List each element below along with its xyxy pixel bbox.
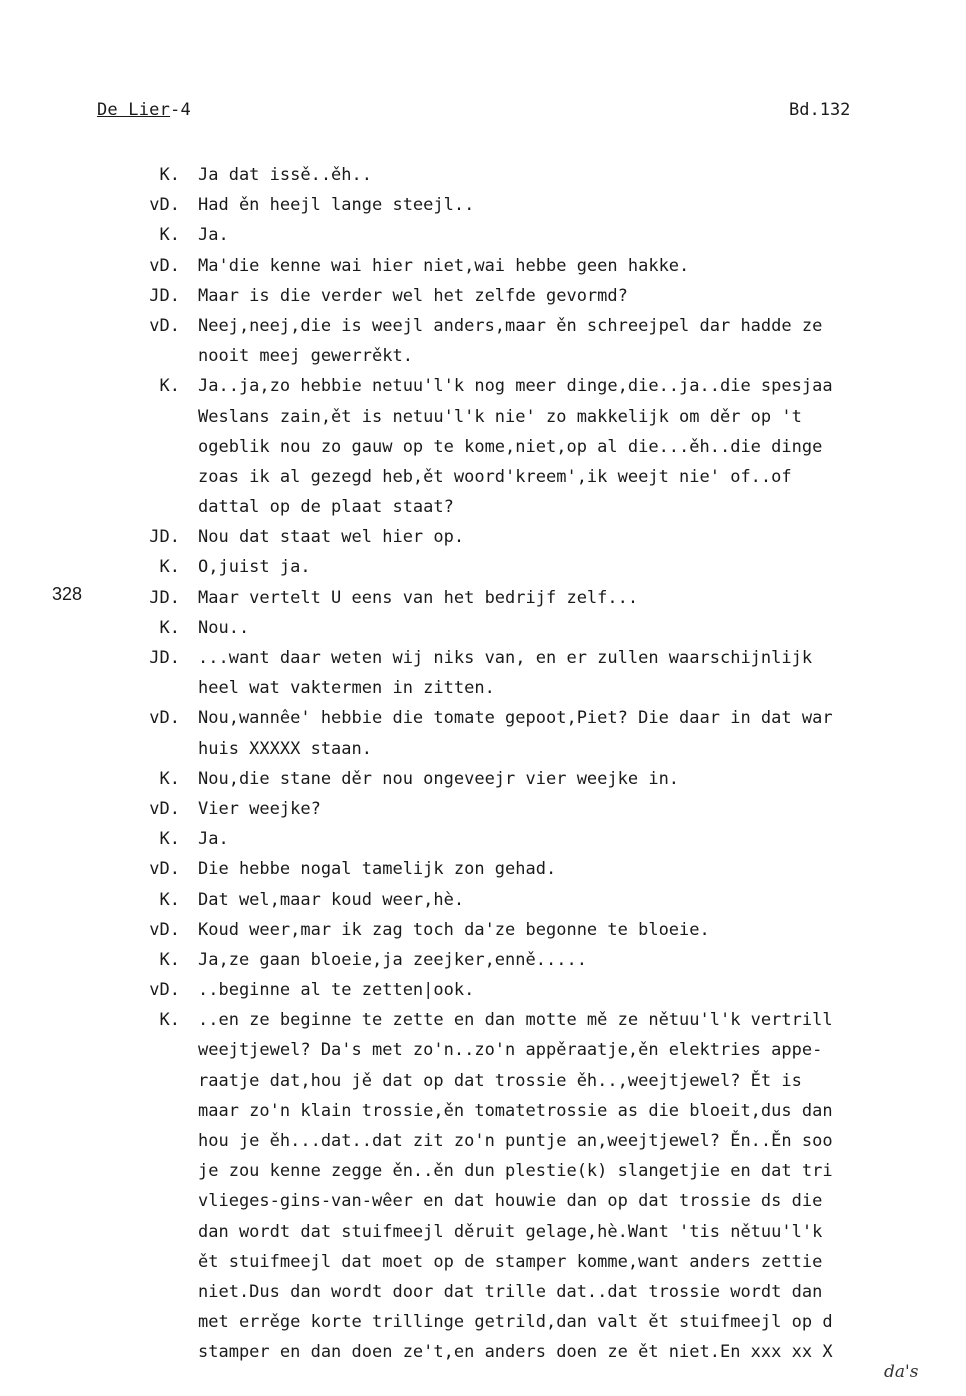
transcript-line [0,734,966,764]
speaker-label: K. [159,1010,180,1031]
transcript-line [0,1005,966,1035]
transcript-line [0,492,966,522]
transcript-line [0,371,966,401]
line-text: dan wordt dat stuifmeejl děruit gelage,hè.Want 'tis nětuu'l'k [198,1221,823,1242]
transcript-line [0,673,966,703]
margin-number: 328 [52,584,83,604]
speaker-label: K. [159,949,180,970]
line-text: met errěge korte trillinge getrild,dan valt ět stuifmeejl op d [198,1312,833,1333]
transcript-line [0,1307,966,1337]
line-text: Maar is die verder wel het zelfde gevormd? [198,285,628,306]
line-text: Maar vertelt U eens van het bedrijf zelf... [198,587,639,608]
header-title-suffix: -4 [170,100,191,120]
line-text: zoas ik al gezegd heb,ět woord'kreem',ik weejt nie' of..of [198,466,792,487]
speaker-label: K. [159,225,180,246]
transcript-line [0,703,966,733]
transcript-line [0,341,966,371]
line-text: je zou kenne zegge ěn..ěn dun plestie(k) slangetjie en dat tri [198,1161,833,1182]
line-text: raatje dat,hou jě dat op dat trossie ěh..,weejtjewel? Ět is [198,1070,802,1091]
speaker-label: K. [159,889,180,910]
transcript-body [0,160,966,1368]
transcript-line [0,885,966,915]
transcript-line [0,643,966,673]
line-text: ..en ze beginne te zette en dan motte mě ze nětuu'l'k vertrill [198,1010,833,1031]
speaker-label: K. [159,376,180,397]
line-text: ...want daar weten wij niks van, en er zullen waarschijnlijk [198,648,813,668]
transcript-line [0,915,966,945]
line-text: Die hebbe nogal tamelijk zon gehad. [198,859,557,880]
line-text: Neej,neej,die is weejl anders,maar ěn schreejpel dar hadde ze [198,315,823,336]
line-text: Ja..ja,zo hebbie netuu'l'k nog meer dinge,die..ja..die spesjaa [198,376,833,397]
transcript-line [0,854,966,884]
line-text: Had ěn heejl lange steejl.. [198,195,475,216]
line-text: Vier weejke? [198,798,321,819]
transcript-line [0,402,966,432]
transcript-line [0,190,966,220]
line-text: Koud weer,mar ik zag toch da'ze begonne te bloeie. [198,919,710,940]
speaker-label: vD. [149,798,180,819]
speaker-label: K. [159,768,180,789]
speaker-label: K. [159,829,180,850]
transcript-line [0,1247,966,1277]
line-text: niet.Dus dan wordt door dat trille dat..dat trossie wordt dan [198,1281,823,1302]
speaker-label: vD. [149,315,180,336]
speaker-label: K. [159,557,180,578]
transcript-line [0,1126,966,1156]
line-text: ogeblik nou zo gauw op te kome,niet,op al die...ěh..die dinge [198,436,823,457]
line-text: Ja,ze gaan bloeie,ja zeejker,enně..... [198,949,587,970]
line-text: ět stuifmeejl dat moet op de stamper komme,want anders zettie [198,1251,823,1272]
line-text: vlieges-gins-van-wêer en dat houwie dan op dat trossie ds die [198,1191,823,1212]
transcript-line [0,945,966,975]
transcript-line [0,160,966,190]
transcript-line [0,522,966,552]
transcript-line [0,1096,966,1126]
line-text: Ja dat issě..ěh.. [198,165,372,185]
transcript-line [0,794,966,824]
speaker-label: JD. [149,285,180,306]
line-text: Ja. [198,829,229,850]
speaker-label: K. [159,165,180,185]
line-text: Weslans zain,ět is netuu'l'k nie' zo makkelijk om děr op 't [198,406,802,427]
line-text: heel wat vaktermen in zitten. [198,678,495,699]
line-text: ..beginne al te zetten|ook. [198,980,475,1001]
transcript-line [0,1035,966,1065]
document-header-title [97,100,191,120]
line-text: hou je ěh...dat..dat zit zo'n puntje an,weejtjewel? Ěn..Ěn soo [198,1131,833,1151]
line-text: dattal op de plaat staat? [198,497,454,518]
header-title-underlined: De Lier [97,100,171,120]
transcript-line [0,1337,966,1367]
line-text: Dat wel,maar koud weer,hè. [198,889,465,910]
line-text: Nou dat staat wel hier op. [198,527,465,548]
transcript-line [0,1186,966,1216]
transcript-line [0,432,966,462]
line-text: nooit meej gewerrěkt. [198,346,413,367]
speaker-label: JD. [149,527,180,548]
speaker-label: vD. [149,859,180,880]
transcript-line [0,613,966,643]
line-text: Nou,die stane děr nou ongeveejr vier weejke in. [198,768,680,789]
speaker-label: vD. [149,919,180,940]
line-text: weejtjewel? Da's met zo'n..zo'n appěraatje,ěn elektries appe- [198,1040,823,1061]
transcript-line [0,1066,966,1096]
speaker-label: JD. [149,587,180,608]
transcript-line [0,1156,966,1186]
transcript-line [0,281,966,311]
transcript-line [0,311,966,341]
speaker-label: JD. [149,648,180,668]
handwritten-note: da's [884,1362,919,1382]
transcript-line [0,764,966,794]
line-text: Nou,wannêe' hebbie die tomate gepoot,Piet? Die daar in dat war [198,708,833,729]
transcript-line [0,251,966,281]
speaker-label: vD. [149,255,180,276]
speaker-label: vD. [149,708,180,729]
transcript-line [0,583,966,613]
speaker-label: vD. [149,980,180,1001]
line-text: maar zo'n klain trossie,ěn tomatetrossie as die bloeit,dus dan [198,1100,833,1121]
speaker-label: K. [159,617,180,638]
line-text: O,juist ja. [198,557,311,578]
transcript-line [0,824,966,854]
line-text: huis XXXXX staan. [198,738,372,759]
transcript-line [0,552,966,582]
speaker-label: vD. [149,195,180,216]
transcript-line [0,975,966,1005]
transcript-line [0,1217,966,1247]
line-text: Ja. [198,225,229,246]
line-text: Nou.. [198,617,250,638]
line-text: Ma'die kenne wai hier niet,wai hebbe geen hakke. [198,255,690,276]
transcript-line [0,1277,966,1307]
page-reference: Bd.132 [789,100,851,120]
transcript-line [0,220,966,250]
line-text: stamper en dan doen ze't,en anders doen ze ět niet.En xxx xx X [198,1342,833,1363]
transcript-line [0,462,966,492]
